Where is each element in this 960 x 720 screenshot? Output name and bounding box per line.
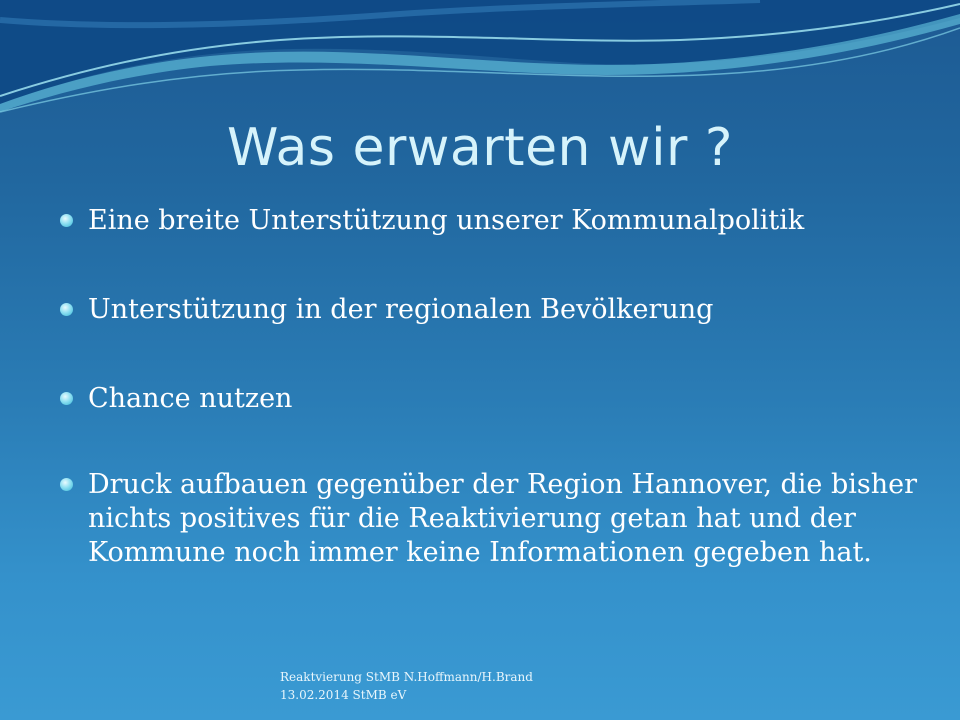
decorative-waves [0,0,960,120]
bullet-item [60,204,920,238]
bullet-item [60,382,920,416]
bullet-dot-icon [60,478,73,491]
bullet-text: Druck aufbauen gegenüber der Region Hannover, die bisher nichts positives für die Reaktivierung getan hat und der Kommune noch immer keine Informationen gegeben hat. [88,469,918,568]
bullet-dot-icon [60,214,73,227]
bullet-text: Chance nutzen [88,383,293,414]
bullet-dot-icon [60,303,73,316]
bullet-item [60,468,920,570]
footer-line: 13.02.2014 StMB eV [280,688,407,702]
bullet-list [60,204,920,570]
bullet-text: Unterstützung in der regionalen Bevölkerung [88,294,714,325]
slide-footer [280,668,533,704]
bullet-text: Eine breite Unterstützung unserer Kommunalpolitik [88,205,805,236]
footer-line: Reaktvierung StMB N.Hoffmann/H.Brand [280,670,533,684]
bullet-item [60,293,920,327]
bullet-dot-icon [60,392,73,405]
slide-title: Was erwarten wir ? [226,118,734,178]
